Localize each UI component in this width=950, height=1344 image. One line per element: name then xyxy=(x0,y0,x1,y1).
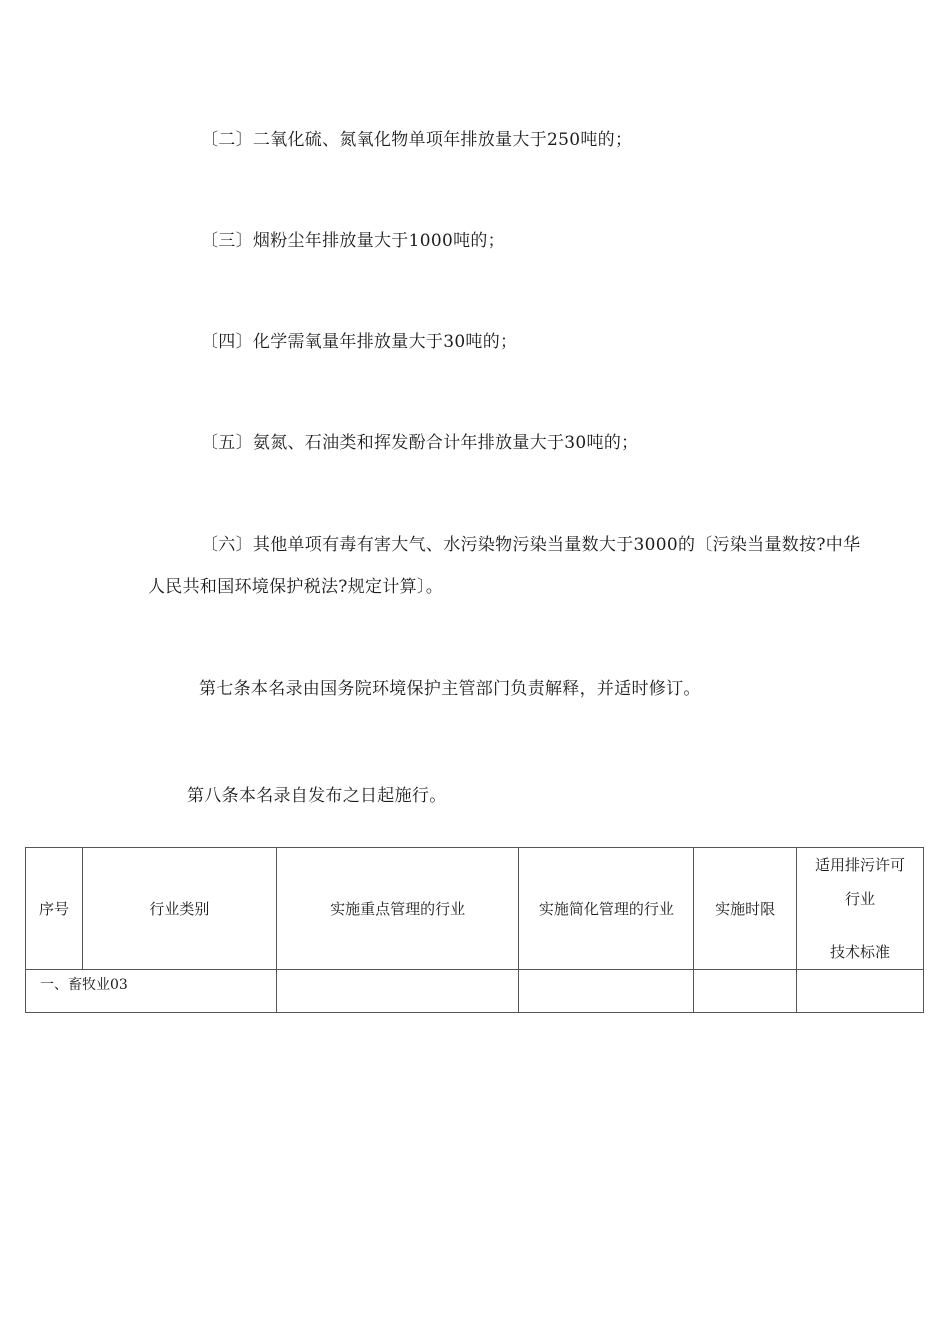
paragraph-item-3: 〔三〕烟粉尘年排放量大于1000吨的； xyxy=(201,231,505,251)
paragraph-item-6-line2: 人民共和国环境保护税法?规定计算〕。 xyxy=(148,577,444,597)
paragraph-item-2: 〔二〕二氧化硫、氮氧化物单项年排放量大于250吨的； xyxy=(201,130,633,150)
header-standard-line1: 适用排污许可 xyxy=(815,856,906,874)
article-7: 第七条本名录由国务院环境保护主管部门负责解释，并适时修订。 xyxy=(199,679,701,699)
header-standard xyxy=(797,848,924,970)
article-8: 第八条本名录自发布之日起施行。 xyxy=(187,786,447,806)
directory-table xyxy=(25,847,924,1013)
row-key-cell xyxy=(276,970,519,1013)
header-standard-line2: 行业 xyxy=(845,890,876,908)
row-standard-cell xyxy=(797,970,924,1013)
header-simple-management: 实施简化管理的行业 xyxy=(519,848,694,970)
header-seq: 序号 xyxy=(26,848,83,970)
header-standard-line3: 技术标准 xyxy=(830,943,891,961)
header-deadline: 实施时限 xyxy=(694,848,797,970)
header-key-management: 实施重点管理的行业 xyxy=(276,848,519,970)
row-deadline-cell xyxy=(694,970,797,1013)
header-category: 行业类别 xyxy=(82,848,276,970)
paragraph-item-4: 〔四〕化学需氧量年排放量大于30吨的； xyxy=(201,332,518,352)
paragraph-item-5: 〔五〕氨氮、石油类和挥发酚合计年排放量大于30吨的； xyxy=(201,433,639,453)
row-simple-cell xyxy=(519,970,694,1013)
table-row xyxy=(26,970,924,1013)
table-header-row xyxy=(26,848,924,970)
paragraph-item-6-line1: 〔六〕其他单项有毒有害大气、水污染物污染当量数大于3000的〔污染当量数按?中华 xyxy=(201,535,861,555)
row-category-label: 一、畜牧业03 xyxy=(26,970,277,1013)
